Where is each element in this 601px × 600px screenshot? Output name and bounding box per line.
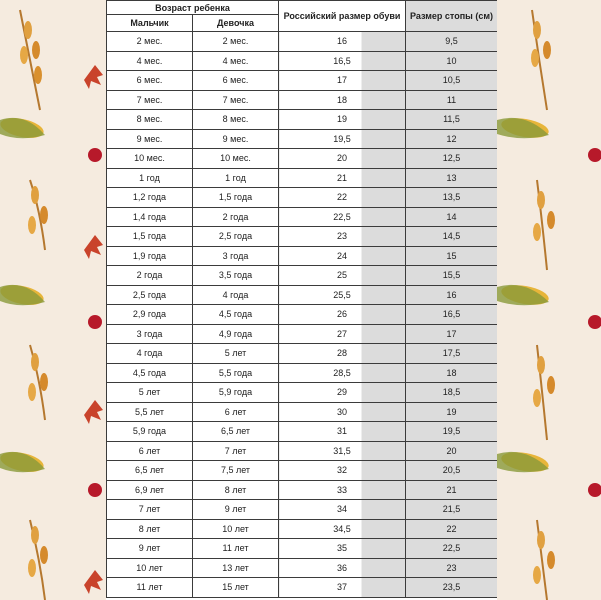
girl-age-cell: 9 лет (193, 500, 279, 520)
shoe-size-cell: 16 (279, 32, 406, 52)
shoe-size-cell: 36 (279, 558, 406, 578)
boy-age-cell: 6,9 лет (107, 480, 193, 500)
foot-size-cell: 21 (406, 480, 497, 500)
girl-age-cell: 5,5 года (193, 363, 279, 383)
foot-size-cell: 23 (406, 558, 497, 578)
shoe-size-cell: 34 (279, 500, 406, 520)
corn-icon (497, 115, 550, 141)
shoe-size-cell: 32 (279, 461, 406, 481)
boy-age-cell: 10 мес. (107, 149, 193, 169)
foot-size-cell: 10 (406, 51, 497, 71)
wheat-icon (533, 520, 555, 600)
shoe-size-cell: 34,5 (279, 519, 406, 539)
boy-age-cell: 5 лет (107, 383, 193, 403)
boy-age-cell: 2 мес. (107, 32, 193, 52)
shoe-size-cell: 16,5 (279, 51, 406, 71)
shoe-size-cell: 19 (279, 110, 406, 130)
boy-age-cell: 8 мес. (107, 110, 193, 130)
shoe-size-cell: 22,5 (279, 207, 406, 227)
girl-age-cell: 2 мес. (193, 32, 279, 52)
shoe-size-cell: 24 (279, 246, 406, 266)
leaf-icon (84, 570, 103, 594)
shoe-size-cell: 23 (279, 227, 406, 247)
girl-age-cell: 15 лет (193, 578, 279, 598)
table-row (107, 324, 498, 344)
foot-size-cell: 18 (406, 363, 497, 383)
boy-age-cell: 1,5 года (107, 227, 193, 247)
boy-age-cell: 2,5 года (107, 285, 193, 305)
boy-age-cell: 4,5 года (107, 363, 193, 383)
boy-age-cell: 9 лет (107, 539, 193, 559)
foot-size-cell: 22 (406, 519, 497, 539)
table-row (107, 344, 498, 364)
boy-age-cell: 1,9 года (107, 246, 193, 266)
shoe-size-cell: 29 (279, 383, 406, 403)
table-row (107, 441, 498, 461)
shoe-size-cell: 35 (279, 539, 406, 559)
boy-age-cell: 1,4 года (107, 207, 193, 227)
foot-size-cell: 23,5 (406, 578, 497, 598)
girl-age-cell: 7 мес. (193, 90, 279, 110)
shoe-size-cell: 26 (279, 305, 406, 325)
boy-age-cell: 11 лет (107, 578, 193, 598)
shoe-size-header: Российский размер обуви (279, 1, 406, 32)
foot-size-cell: 13 (406, 168, 497, 188)
girl-age-cell: 5 лет (193, 344, 279, 364)
girl-age-cell: 8 лет (193, 480, 279, 500)
girl-age-cell: 8 мес. (193, 110, 279, 130)
boy-age-cell: 7 лет (107, 500, 193, 520)
table-row (107, 110, 498, 130)
shoe-size-cell: 25,5 (279, 285, 406, 305)
foot-size-cell: 19,5 (406, 422, 497, 442)
shoe-size-cell: 37 (279, 578, 406, 598)
table-row (107, 558, 498, 578)
boy-age-cell: 8 лет (107, 519, 193, 539)
shoe-size-cell: 18 (279, 90, 406, 110)
girl-age-cell: 7 лет (193, 441, 279, 461)
girl-age-cell: 10 лет (193, 519, 279, 539)
foot-size-cell: 20 (406, 441, 497, 461)
wheat-icon (28, 180, 48, 250)
foot-size-cell: 14,5 (406, 227, 497, 247)
foot-size-cell: 10,5 (406, 71, 497, 91)
berry-icon (588, 315, 601, 329)
berry-icon (88, 483, 102, 497)
boy-age-cell: 1,2 года (107, 188, 193, 208)
girl-age-cell: 1 год (193, 168, 279, 188)
foot-size-cell: 16,5 (406, 305, 497, 325)
girl-age-cell: 2,5 года (193, 227, 279, 247)
right-decor-strip (497, 0, 601, 600)
foot-size-cell: 14 (406, 207, 497, 227)
shoe-size-cell: 22 (279, 188, 406, 208)
table-row (107, 168, 498, 188)
leaf-icon (84, 400, 103, 424)
girl-age-cell: 3,5 года (193, 266, 279, 286)
boy-age-cell: 2 года (107, 266, 193, 286)
girl-age-cell: 5,9 года (193, 383, 279, 403)
boy-header: Мальчик (107, 15, 193, 32)
table-row (107, 461, 498, 481)
leaf-icon (84, 235, 103, 259)
girl-age-cell: 1,5 года (193, 188, 279, 208)
table-row (107, 402, 498, 422)
girl-age-cell: 6 мес. (193, 71, 279, 91)
foot-size-cell: 11 (406, 90, 497, 110)
foot-size-cell: 19 (406, 402, 497, 422)
girl-age-cell: 10 мес. (193, 149, 279, 169)
table-row (107, 285, 498, 305)
table-row (107, 129, 498, 149)
size-chart-table (106, 0, 497, 598)
boy-age-cell: 9 мес. (107, 129, 193, 149)
corn-icon (0, 115, 45, 142)
corn-icon (0, 449, 45, 476)
table-row (107, 500, 498, 520)
corn-icon (497, 449, 550, 475)
berry-icon (588, 483, 601, 497)
table-row (107, 207, 498, 227)
girl-age-cell: 6 лет (193, 402, 279, 422)
girl-age-cell: 13 лет (193, 558, 279, 578)
boy-age-cell: 2,9 года (107, 305, 193, 325)
girl-age-cell: 3 года (193, 246, 279, 266)
shoe-size-cell: 28 (279, 344, 406, 364)
foot-size-cell: 18,5 (406, 383, 497, 403)
table-row (107, 578, 498, 598)
girl-age-cell: 6,5 лет (193, 422, 279, 442)
girl-age-cell: 4,9 года (193, 324, 279, 344)
boy-age-cell: 6,5 лет (107, 461, 193, 481)
girl-age-cell: 2 года (193, 207, 279, 227)
boy-age-cell: 4 мес. (107, 51, 193, 71)
table-row (107, 480, 498, 500)
girl-age-cell: 4,5 года (193, 305, 279, 325)
table-row (107, 363, 498, 383)
foot-size-cell: 12,5 (406, 149, 497, 169)
wheat-icon (20, 10, 42, 110)
shoe-size-cell: 17 (279, 71, 406, 91)
wheat-icon (533, 180, 555, 270)
boy-age-cell: 5,5 лет (107, 402, 193, 422)
boy-age-cell: 4 года (107, 344, 193, 364)
table-row (107, 383, 498, 403)
girl-header: Девочка (193, 15, 279, 32)
foot-size-cell: 11,5 (406, 110, 497, 130)
table-row (107, 51, 498, 71)
wheat-icon (28, 520, 48, 600)
table-row (107, 305, 498, 325)
boy-age-cell: 6 мес. (107, 71, 193, 91)
table-row (107, 422, 498, 442)
shoe-size-cell: 31 (279, 422, 406, 442)
girl-age-cell: 7,5 лет (193, 461, 279, 481)
foot-size-header: Размер стопы (см) (406, 1, 497, 32)
foot-size-cell: 9,5 (406, 32, 497, 52)
berry-icon (88, 148, 102, 162)
size-chart-table-container (106, 0, 497, 600)
table-row (107, 149, 498, 169)
foot-size-cell: 20,5 (406, 461, 497, 481)
shoe-size-cell: 19,5 (279, 129, 406, 149)
wheat-icon (531, 10, 551, 110)
girl-age-cell: 9 мес. (193, 129, 279, 149)
table-row (107, 71, 498, 91)
shoe-size-cell: 31,5 (279, 441, 406, 461)
corn-icon (0, 282, 45, 309)
boy-age-cell: 5,9 года (107, 422, 193, 442)
table-row (107, 246, 498, 266)
boy-age-cell: 1 год (107, 168, 193, 188)
table-row (107, 227, 498, 247)
foot-size-cell: 15 (406, 246, 497, 266)
shoe-size-cell: 33 (279, 480, 406, 500)
shoe-size-cell: 27 (279, 324, 406, 344)
age-group-header: Возраст ребенка (107, 1, 279, 15)
boy-age-cell: 7 мес. (107, 90, 193, 110)
wheat-icon (533, 345, 555, 440)
shoe-size-cell: 28,5 (279, 363, 406, 383)
girl-age-cell: 4 мес. (193, 51, 279, 71)
girl-age-cell: 4 года (193, 285, 279, 305)
autumn-pattern-right (497, 0, 601, 600)
foot-size-cell: 21,5 (406, 500, 497, 520)
table-row (107, 539, 498, 559)
shoe-size-cell: 30 (279, 402, 406, 422)
foot-size-cell: 16 (406, 285, 497, 305)
boy-age-cell: 3 года (107, 324, 193, 344)
berry-icon (88, 315, 102, 329)
corn-icon (497, 282, 550, 308)
foot-size-cell: 12 (406, 129, 497, 149)
foot-size-cell: 15,5 (406, 266, 497, 286)
foot-size-cell: 13,5 (406, 188, 497, 208)
autumn-pattern-left (0, 0, 106, 600)
shoe-size-cell: 20 (279, 149, 406, 169)
table-row (107, 90, 498, 110)
berry-icon (588, 148, 601, 162)
table-row (107, 266, 498, 286)
boy-age-cell: 6 лет (107, 441, 193, 461)
left-decor-strip (0, 0, 106, 600)
table-row (107, 32, 498, 52)
foot-size-cell: 17 (406, 324, 497, 344)
boy-age-cell: 10 лет (107, 558, 193, 578)
table-row (107, 519, 498, 539)
foot-size-cell: 17,5 (406, 344, 497, 364)
girl-age-cell: 11 лет (193, 539, 279, 559)
shoe-size-cell: 21 (279, 168, 406, 188)
table-row (107, 188, 498, 208)
shoe-size-cell: 25 (279, 266, 406, 286)
wheat-icon (28, 345, 48, 420)
leaf-icon (84, 65, 103, 89)
foot-size-cell: 22,5 (406, 539, 497, 559)
